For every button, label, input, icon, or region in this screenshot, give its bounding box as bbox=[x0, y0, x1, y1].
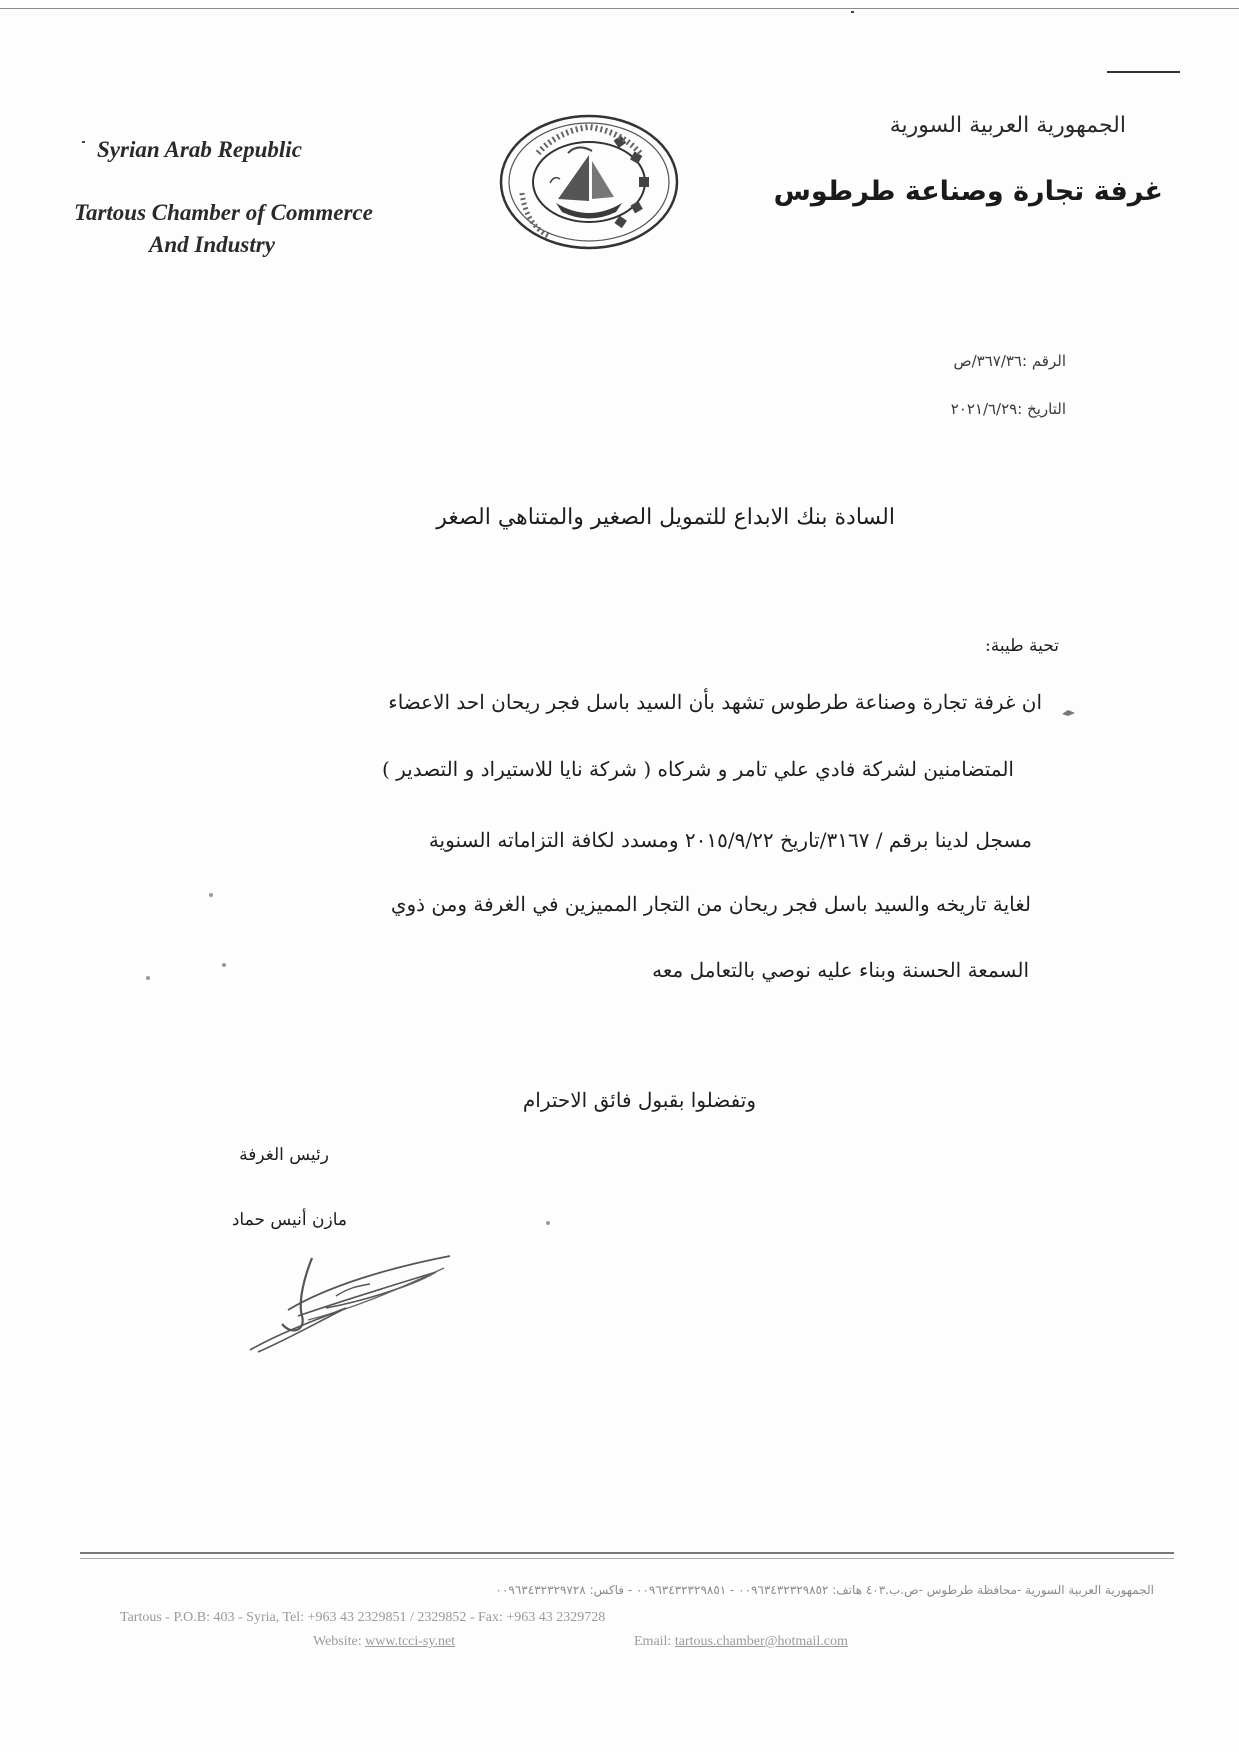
en-chamber-line1: Tartous Chamber of Commerce bbox=[74, 200, 373, 225]
footer-rule bbox=[80, 1552, 1174, 1554]
website-link[interactable]: www.tcci-sy.net bbox=[365, 1634, 456, 1649]
footer-english-contact: Tartous - P.O.B: 403 - Syria, Tel: +963 43 2329851 / 2329852 - Fax: +963 43 2329728 bbox=[120, 1610, 606, 1625]
scan-speck bbox=[146, 976, 150, 980]
top-border-line bbox=[0, 8, 1239, 9]
en-republic-title: Syrian Arab Republic bbox=[97, 137, 302, 162]
body-line-3: مسجل لدينا برقم / ٣١٦٧/تاريخ ٢٠١٥/٩/٢٢ ومسدد لكافة التزاماته السنوية bbox=[428, 828, 1032, 852]
footer-arabic-contact: الجمهورية العربية السورية -محافظة طرطوس -ص.ب.٤٠٣ هاتف: ٠٠٩٦٣٤٣٢٣٢٩٨٥٢ - ٠٠٩٦٣٤٣٢٣٢٩٨٥١ - فاكس: ٠٠٩٦٣٤٣٢٣٢٩٧٢٨ bbox=[495, 1583, 1154, 1597]
recipient-line: السادة بنك الابداع للتمويل الصغير والمتناهي الصغر bbox=[436, 505, 895, 530]
ar-chamber-title: غرفة تجارة وصناعة طرطوس bbox=[773, 176, 1163, 207]
body-line-1: ان غرفة تجارة وصناعة طرطوس تشهد بأن السيد باسل فجر ريحان احد الاعضاء bbox=[388, 690, 1042, 714]
scan-dot bbox=[82, 141, 85, 143]
signatory-title: رئيس الغرفة bbox=[239, 1145, 329, 1165]
footer-rule-thin bbox=[80, 1558, 1174, 1559]
corner-rule bbox=[1107, 71, 1180, 73]
scan-speck bbox=[222, 963, 226, 967]
email-link[interactable]: tartous.chamber@hotmail.com bbox=[674, 1634, 848, 1649]
body-line-5: السمعة الحسنة وبناء عليه نوصي بالتعامل معه bbox=[652, 958, 1029, 982]
bullet-mark bbox=[1061, 703, 1077, 713]
reference-date: التاريخ :٢٠٢١/٦/٢٩ bbox=[950, 400, 1066, 418]
scan-speck bbox=[209, 893, 213, 897]
footer-website bbox=[313, 1634, 455, 1650]
scan-speck bbox=[546, 1221, 550, 1225]
website-label: Website: bbox=[313, 1634, 362, 1649]
reference-number: الرقم :٣٦٧/٣٦/ص bbox=[953, 352, 1066, 370]
body-line-4: لغاية تاريخه والسيد باسل فجر ريحان من التجار المميزين في الغرفة ومن ذوي bbox=[390, 892, 1031, 916]
scan-dot bbox=[851, 11, 854, 13]
footer-email bbox=[634, 1634, 848, 1650]
email-label: Email: bbox=[634, 1634, 672, 1649]
closing-line: وتفضلوا بقبول فائق الاحترام bbox=[522, 1088, 756, 1112]
signature bbox=[238, 1238, 458, 1356]
ar-republic-title: الجمهورية العربية السورية bbox=[889, 113, 1126, 138]
body-line-2: المتضامنين لشركة فادي علي تامر و شركاه ( شركة نايا للاستيراد و التصدير ) bbox=[381, 757, 1014, 781]
signatory-name: مازن أنيس حماد bbox=[231, 1210, 347, 1230]
chamber-logo bbox=[498, 113, 681, 251]
greeting: تحية طيبة: bbox=[985, 636, 1059, 656]
en-chamber-line2: And Industry bbox=[149, 232, 275, 257]
